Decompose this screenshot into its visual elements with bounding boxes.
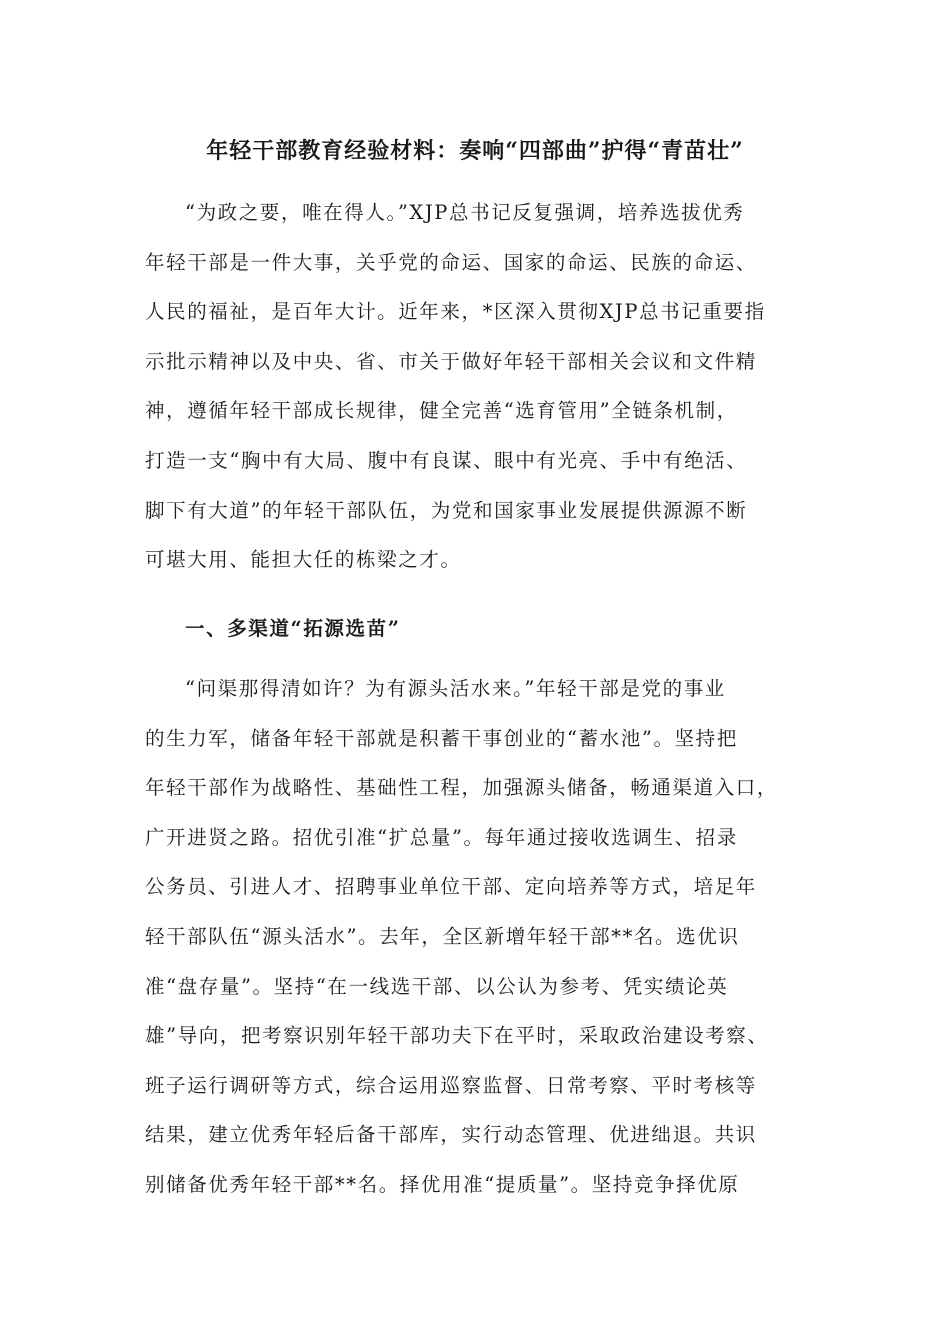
section1-line: 雄”导向，把考察识别年轻干部功夫下在平时，采取政治建设考察、 bbox=[145, 1024, 769, 1048]
intro-paragraph bbox=[145, 188, 825, 585]
section1-line: 年轻干部作为战略性、基础性工程，加强源头储备，畅通渠道入口， bbox=[145, 776, 779, 800]
intro-line: 神，遵循年轻干部成长规律，健全完善“选育管用”全链条机制， bbox=[145, 399, 738, 423]
intro-line: 示批示精神以及中央、省、市关于做好年轻干部相关会议和文件精 bbox=[145, 349, 757, 373]
intro-line: “为政之要，唯在得人。”XJP总书记反复强调，培养选拔优秀 bbox=[185, 201, 745, 224]
section1-line: 结果，建立优秀年轻后备干部库，实行动态管理、优进绌退。共识 bbox=[145, 1123, 757, 1147]
section1-line: 公务员、引进人才、招聘事业单位干部、定向培养等方式，培足年 bbox=[145, 875, 757, 899]
section1-paragraph bbox=[145, 664, 825, 1210]
section1-line: “问渠那得清如许？为有源头活水来。”年轻干部是党的事业 bbox=[185, 677, 726, 700]
intro-line: 人民的福祉，是百年大计。近年来，*区深入贯彻XJP总书记重要指 bbox=[145, 300, 766, 324]
document-title: 年轻干部教育经验材料：奏响“四部曲”护得“青苗壮” bbox=[206, 138, 744, 164]
section1-line: 别储备优秀年轻干部**名。择优用准“提质量”。坚持竞争择优原 bbox=[145, 1172, 740, 1196]
intro-line: 打造一支“胸中有大局、腹中有良谋、眼中有光亮、手中有绝活、 bbox=[145, 448, 748, 472]
section1-line: 班子运行调研等方式，综合运用巡察监督、日常考察、平时考核等 bbox=[145, 1073, 757, 1097]
intro-line: 脚下有大道”的年轻干部队伍，为党和国家事业发展提供源源不断 bbox=[145, 498, 748, 522]
section1-line: 广开进贤之路。招优引准“扩总量”。每年通过接收选调生、招录 bbox=[145, 825, 738, 849]
intro-line: 年轻干部是一件大事，关乎党的命运、国家的命运、民族的命运、 bbox=[145, 250, 757, 274]
section1-line: 的生力军，储备年轻干部就是积蓄干事创业的“蓄水池”。坚持把 bbox=[145, 726, 738, 750]
section1-line: 准“盘存量”。坚持“在一线选干部、以公认为参考、凭实绩论英 bbox=[145, 974, 729, 998]
section1-line: 轻干部队伍“源头活水”。去年，全区新增年轻干部**名。选优识 bbox=[145, 924, 740, 948]
section-heading: 一、多渠道“拓源选苗” bbox=[185, 617, 401, 640]
intro-line: 可堪大用、能担大任的栋梁之才。 bbox=[145, 548, 462, 572]
